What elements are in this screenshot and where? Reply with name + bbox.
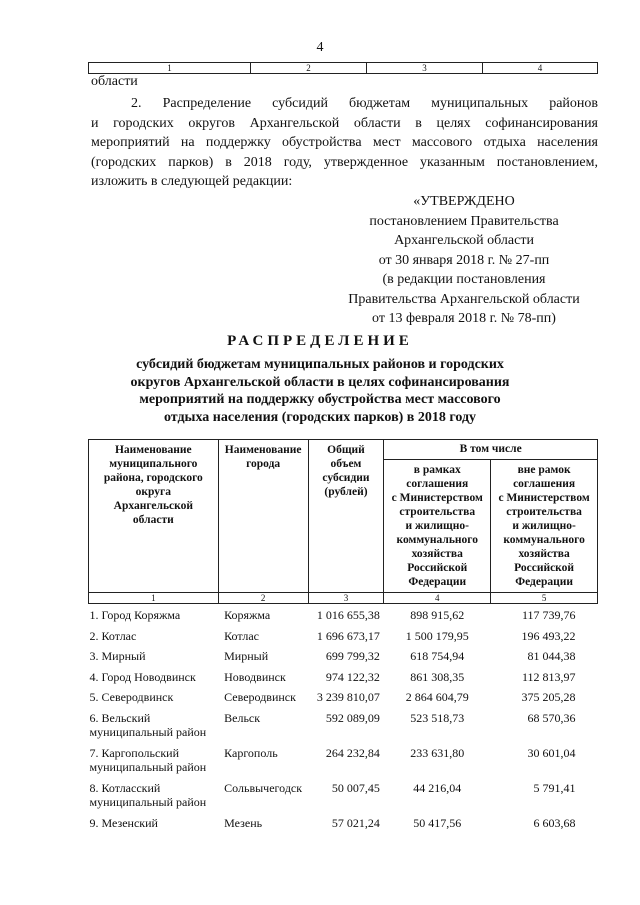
cell-total: 264 232,84 [325, 745, 380, 760]
cell-district-name [89, 686, 219, 707]
cell-outside: 196 493,22 [521, 628, 576, 643]
cell-district-name [89, 604, 219, 625]
header-line: области [132, 514, 174, 526]
header-line: коммунального [396, 534, 478, 546]
header-line: Наименование [224, 444, 302, 456]
cell-within: 861 308,35 [410, 669, 465, 684]
header-line: Российской [514, 562, 575, 574]
cell-within: 523 518,73 [410, 710, 465, 725]
cell-district-name [89, 777, 219, 812]
cell-city: Северодвинск [224, 690, 296, 704]
page-number: 4 [316, 40, 324, 55]
cell-district-name [89, 742, 219, 777]
table-row [89, 777, 598, 812]
table-row [89, 707, 598, 742]
header-line: с Министерством [498, 492, 590, 504]
approval-line: (в редакции постановления [382, 272, 546, 287]
header-line: соглашения [406, 478, 469, 490]
paragraph-line: мероприятий на поддержку обустройства мест массового отдыха населения [91, 135, 598, 150]
strip-col-1: 1 [89, 63, 251, 74]
table-row [89, 625, 598, 646]
header-line: города [246, 458, 281, 470]
header-line: округа [135, 486, 171, 498]
subtitle-line: отдыха населения (городских парков) в 2018 году [163, 409, 477, 425]
district-name-line: 4. Город Новодвинск [89, 669, 196, 684]
column-number: 2 [218, 593, 308, 604]
header-line: соглашения [513, 478, 576, 490]
header-line: строительства [506, 506, 582, 518]
cell-city: Мезень [224, 815, 263, 830]
district-name-line: 8. Котласский [89, 780, 161, 795]
cell-city: Сольвычегодск [224, 780, 303, 795]
header-line: и жилищно- [512, 520, 576, 532]
cell-total: 974 122,32 [325, 669, 380, 684]
cell-outside: 30 601,04 [527, 745, 576, 760]
continuation-word: области [91, 74, 138, 89]
cell-outside: 117 739,76 [521, 608, 576, 622]
cell-city: Котлас [224, 628, 259, 643]
cell-within: 233 631,80 [410, 745, 465, 760]
cell-district-name [89, 666, 219, 687]
table-row [89, 686, 598, 707]
district-name-line: 3. Мирный [89, 649, 146, 663]
header-line: и жилищно- [405, 520, 469, 532]
cell-total: 57 021,24 [331, 815, 380, 830]
header-name [89, 440, 219, 593]
cell-within: 898 915,62 [410, 608, 465, 622]
header-line: в рамках [413, 464, 461, 476]
amendment-paragraph [91, 94, 598, 192]
district-name-line: 6. Вельский [89, 710, 151, 725]
approval-line: постановлением Правительства [369, 213, 559, 229]
cell-outside: 112 813,97 [521, 669, 576, 684]
header-line: с Министерством [391, 492, 483, 504]
cell-outside: 81 044,38 [527, 649, 576, 663]
header-city [218, 440, 308, 593]
district-name-line: 2. Котлас [89, 628, 137, 643]
header-line: Общий [327, 444, 365, 456]
cell-within: 44 216,04 [413, 780, 462, 795]
header-outside [491, 460, 598, 593]
column-number: 1 [89, 593, 219, 604]
approval-line: от 13 февраля 2018 г. № 78-пп) [372, 311, 556, 326]
district-name-line: 1. Город Коряжма [89, 608, 181, 622]
subtitle-line: округов Архангельской области в целях софинансирования [130, 374, 510, 390]
cell-total: 1 696 673,17 [316, 628, 380, 643]
cell-total: 3 239 810,07 [316, 690, 380, 704]
paragraph-line: изложить в следующей редакции: [91, 174, 293, 189]
paragraph-line: и городских округов Архангельской области в целях софинансирования [91, 115, 598, 131]
approval-line: Правительства Архангельской области [348, 291, 580, 307]
header-line: Федерации [408, 576, 467, 588]
district-name-line: 5. Северодвинск [89, 690, 174, 704]
cell-outside: 6 603,68 [533, 815, 576, 830]
header-line: строительства [399, 506, 476, 518]
cell-within: 2 864 604,79 [405, 690, 469, 704]
column-number: 5 [491, 593, 598, 604]
header-line: (рублей) [324, 486, 368, 498]
cell-city: Новодвинск [224, 669, 286, 684]
paragraph-line: 2. Распределение субсидий бюджетам муниципальных районов [131, 96, 598, 111]
cell-district-name [89, 707, 219, 742]
paragraph-line: (городских парков) в 2018 году, утвержденное указанным постановлением, [91, 154, 598, 170]
cell-total: 592 089,09 [325, 710, 380, 725]
subsidy-table [88, 439, 598, 832]
header-line: муниципального [109, 458, 198, 470]
district-name-line: муниципальный район [89, 725, 207, 739]
strip-col-2: 2 [251, 63, 367, 74]
header-including: В том числе [384, 440, 598, 460]
distribution-title: РАСПРЕДЕЛЕНИЕ [227, 333, 413, 349]
cell-district-name [89, 625, 219, 646]
header-line: Наименование [114, 444, 192, 456]
cell-within: 50 417,56 [413, 815, 462, 830]
table-row [89, 666, 598, 687]
approval-line: «УТВЕРЖДЕНО [413, 194, 515, 209]
header-line: хозяйства [518, 548, 570, 560]
header-line: Архангельской [113, 500, 193, 512]
strip-col-3: 3 [367, 63, 483, 74]
header-line: Российской [407, 562, 468, 574]
cell-total: 699 799,32 [325, 649, 380, 663]
approval-block [330, 192, 598, 329]
cell-city: Каргополь [224, 745, 278, 760]
cell-within: 1 500 179,95 [405, 628, 469, 643]
cell-total: 50 007,45 [331, 780, 380, 795]
header-line: Федерации [515, 576, 573, 588]
cell-outside: 68 570,36 [527, 710, 576, 725]
strip-col-4: 4 [483, 63, 598, 74]
table-row [89, 645, 598, 666]
cell-city: Мирный [224, 649, 269, 663]
header-line: объем [330, 458, 362, 470]
cell-district-name [89, 645, 219, 666]
header-within [384, 460, 491, 593]
header-line: хозяйства [411, 548, 463, 560]
header-line: субсидии [322, 472, 370, 484]
approval-line: от 30 января 2018 г. № 27-пп [378, 252, 550, 268]
subtitle-line: субсидий бюджетам муниципальных районов и городских [136, 357, 504, 372]
cell-city: Коряжма [224, 608, 271, 622]
distribution-subtitle [110, 356, 530, 426]
header-total [308, 440, 384, 593]
header-line: района, городского [103, 472, 203, 484]
header-line: вне рамок [517, 464, 571, 476]
table-row [89, 812, 598, 833]
district-name-line: муниципальный район [89, 795, 207, 809]
column-number-strip [88, 62, 598, 74]
approval-line: Архангельской области [394, 233, 534, 248]
header-line: коммунального [503, 534, 585, 546]
district-name-line: 7. Каргопольский [89, 745, 180, 760]
cell-city: Вельск [224, 710, 261, 725]
cell-within: 618 754,94 [410, 649, 465, 663]
table-row [89, 742, 598, 777]
subtitle-line: мероприятий на поддержку обустройства мест массового [139, 392, 501, 407]
cell-outside: 5 791,41 [533, 780, 576, 795]
table-row [89, 604, 598, 625]
cell-district-name [89, 812, 219, 833]
column-number: 4 [384, 593, 491, 604]
cell-outside: 375 205,28 [521, 690, 576, 704]
district-name-line: муниципальный район [89, 760, 207, 774]
district-name-line: 9. Мезенский [89, 815, 158, 830]
column-number: 3 [308, 593, 384, 604]
cell-total: 1 016 655,38 [316, 608, 380, 622]
